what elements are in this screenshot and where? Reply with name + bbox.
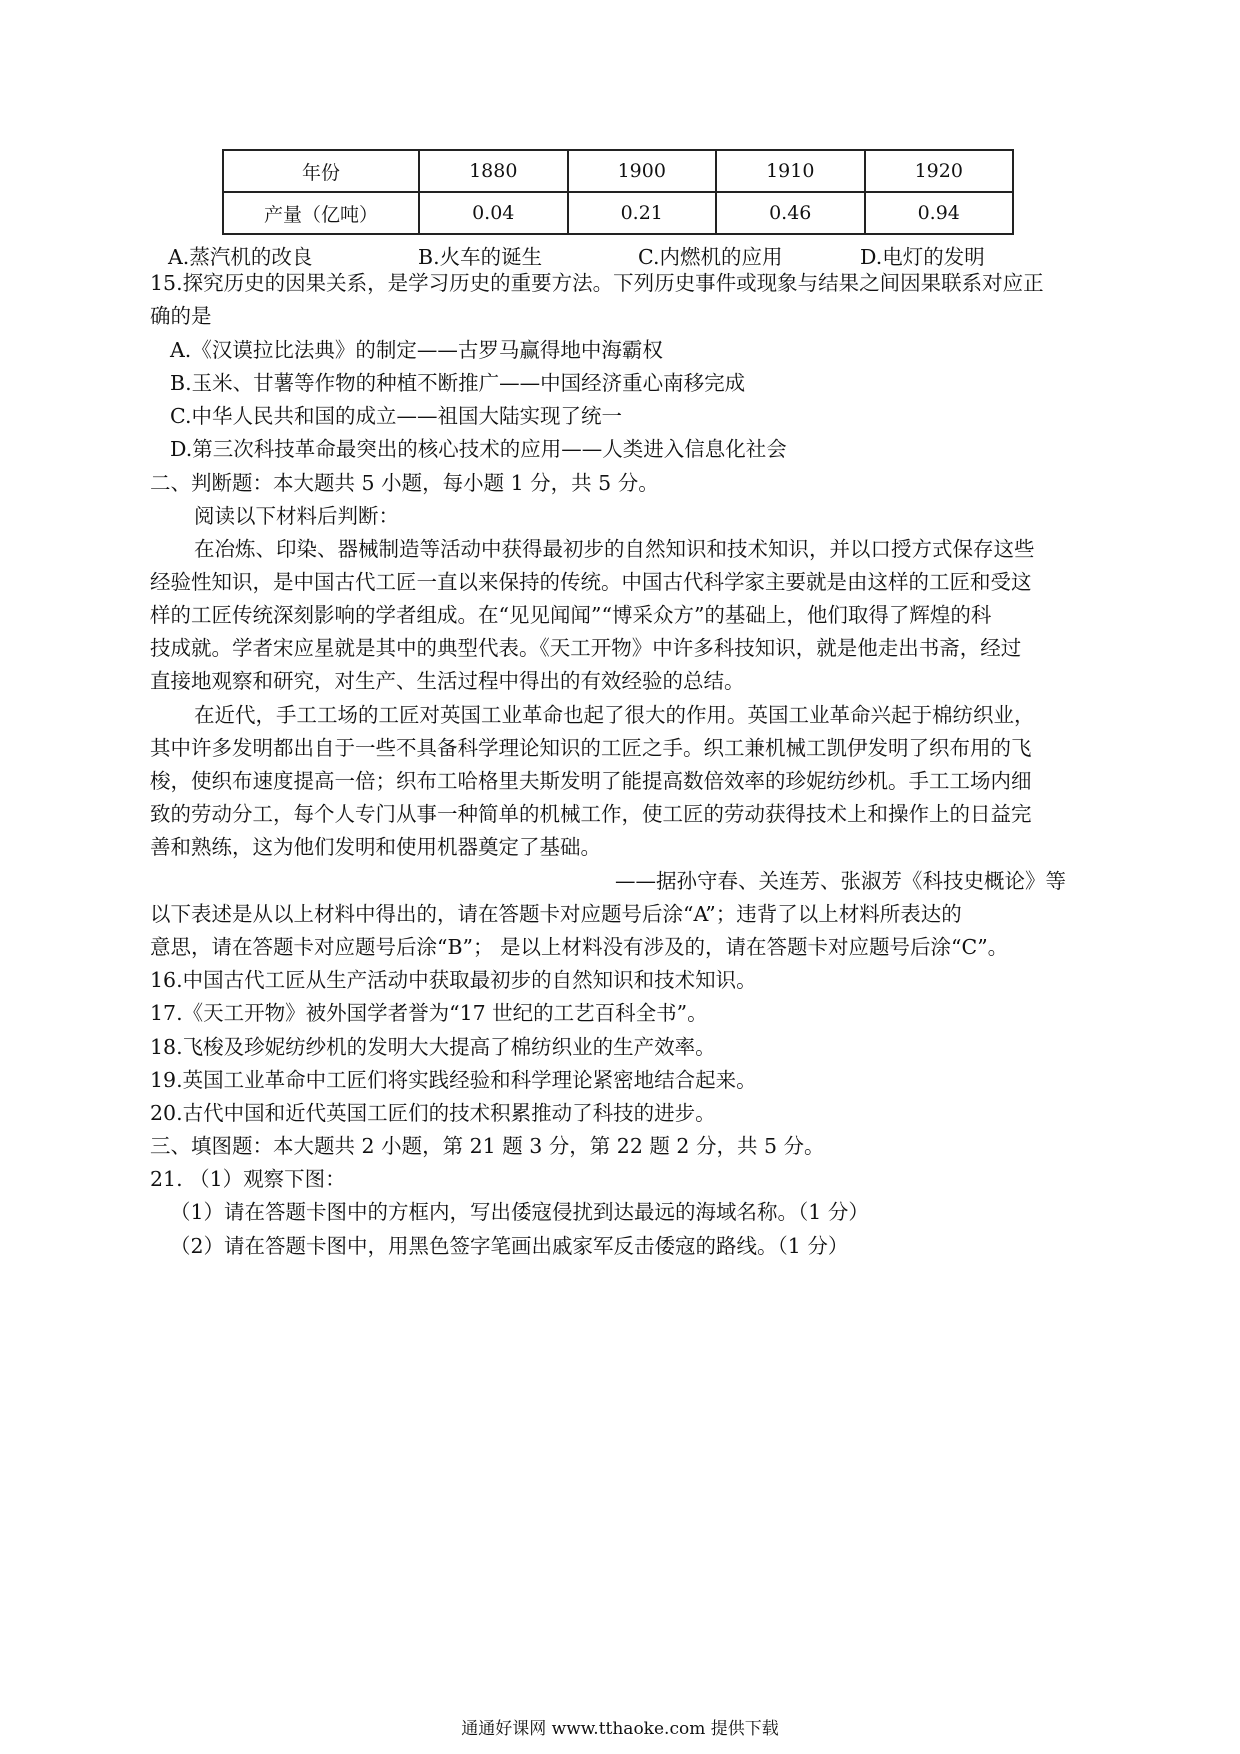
material-p2-line: 其中许多发明都出自于一些不具备科学理论知识的工匠之手。织工兼机械工凯伊发明了织布用的飞 <box>150 736 1032 760</box>
material-p1-line: 在冶炼、印染、器械制造等活动中获得最初步的自然知识和技术知识，并以口授方式保存这些 <box>194 537 1035 561</box>
table-cell: 1910 <box>716 150 865 192</box>
q15-stem-line2: 确的是 <box>150 304 212 328</box>
option-a: A.蒸汽机的改良 <box>168 245 313 269</box>
question-20: 20.古代中国和近代英国工匠们的技术积累推动了科技的进步。 <box>150 1101 716 1125</box>
question-19: 19.英国工业革命中工匠们将实践经验和科学理论紧密地结合起来。 <box>150 1068 757 1092</box>
question-21-part2: （2）请在答题卡图中，用黑色签字笔画出戚家军反击倭寇的路线。（1 分） <box>170 1234 849 1258</box>
option-b: B.火车的诞生 <box>418 245 543 269</box>
material-p2-line: 致的劳动分工，每个人专门从事一种简单的机械工作，使工匠的劳动获得技术上和操作上的日益完 <box>150 802 1032 826</box>
material-p1-line: 经验性知识，是中国古代工匠一直以来保持的传统。中国古代科学家主要就是由这样的工匠和受这 <box>150 570 1032 594</box>
table-row <box>223 150 1013 192</box>
table-cell: 0.46 <box>716 192 865 234</box>
instruction-line1: 以下表述是从以上材料中得出的，请在答题卡对应题号后涂“A”；违背了以上材料所表达的 <box>150 902 962 926</box>
table-cell: 年份 <box>223 150 419 192</box>
question-17: 17.《天工开物》被外国学者誉为“17 世纪的工艺百科全书”。 <box>150 1001 708 1025</box>
table-row <box>223 192 1013 234</box>
table-cell: 0.21 <box>568 192 717 234</box>
table-cell: 1920 <box>865 150 1014 192</box>
section2-heading: 二、判断题：本大题共 5 小题，每小题 1 分，共 5 分。 <box>150 471 659 495</box>
question-21: 21. （1）观察下图： <box>150 1167 346 1191</box>
material-p1-line: 样的工匠传统深刻影响的学者组成。在“见见闻闻”“博采众方”的基础上，他们取得了辉煌的科 <box>150 603 992 627</box>
q15-option-d: D.第三次科技革命最突出的核心技术的应用——人类进入信息化社会 <box>170 437 787 461</box>
instruction-line2: 意思，请在答题卡对应题号后涂“B”； 是以上材料没有涉及的，请在答题卡对应题号后涂“C”。 <box>150 935 1009 959</box>
section3-heading: 三、填图题：本大题共 2 小题，第 21 题 3 分，第 22 题 2 分，共 5 分。 <box>150 1134 825 1158</box>
option-c: C.内燃机的应用 <box>638 245 783 269</box>
q15-option-a: A.《汉谟拉比法典》的制定——古罗马赢得地中海霸权 <box>170 338 663 362</box>
table-cell: 1880 <box>419 150 568 192</box>
material-p1-line: 技成就。学者宋应星就是其中的典型代表。《天工开物》中许多科技知识，就是他走出书斋，经过 <box>150 636 1022 660</box>
page-footer: 通通好课网 www.tthaoke.com 提供下载 <box>461 1719 779 1739</box>
section2-intro: 阅读以下材料后判断： <box>194 504 399 528</box>
question-21-part1: （1）请在答题卡图中的方框内，写出倭寇侵扰到达最远的海域名称。（1 分） <box>170 1200 869 1224</box>
material-p2-line: 在近代，手工工场的工匠对英国工业革命也起了很大的作用。英国工业革命兴起于棉纺织业， <box>194 703 1035 727</box>
material-p2-line: 善和熟练，这为他们发明和使用机器奠定了基础。 <box>150 835 601 859</box>
table-cell: 1900 <box>568 150 717 192</box>
question-18: 18.飞梭及珍妮纺纱机的发明大大提高了棉纺织业的生产效率。 <box>150 1035 716 1059</box>
material-source: ——据孙守春、关连芳、张淑芳《科技史概论》等 <box>615 869 1066 893</box>
q15-option-b: B.玉米、甘薯等作物的种植不断推广——中国经济重心南移完成 <box>170 371 746 395</box>
q15-option-c: C.中华人民共和国的成立——祖国大陆实现了统一 <box>170 404 622 428</box>
table-cell: 产量（亿吨） <box>223 192 419 234</box>
material-p2-line: 梭，使织布速度提高一倍；织布工哈格里夫斯发明了能提高数倍效率的珍妮纺纱机。手工工场内细 <box>150 769 1032 793</box>
option-d: D.电灯的发明 <box>860 245 985 269</box>
question-16: 16.中国古代工匠从生产活动中获取最初步的自然知识和技术知识。 <box>150 968 757 992</box>
table-cell: 0.04 <box>419 192 568 234</box>
production-table <box>222 149 1014 235</box>
q14-options <box>168 240 1008 269</box>
material-p1-line: 直接地观察和研究，对生产、生活过程中得出的有效经验的总结。 <box>150 669 745 693</box>
table-cell: 0.94 <box>865 192 1014 234</box>
q15-stem-line1: 15.探究历史的因果关系，是学习历史的重要方法。下列历史事件或现象与结果之间因果联系对应正 <box>150 271 1044 295</box>
